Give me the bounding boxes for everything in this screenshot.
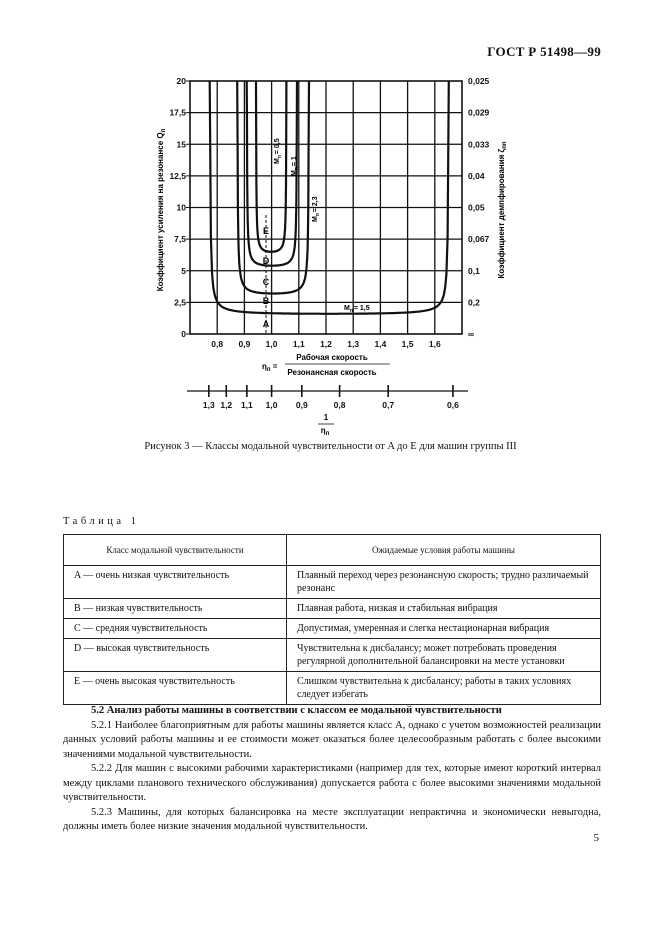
svg-text:1: 1: [323, 413, 329, 422]
document-id: ГОСТ Р 51498—99: [487, 44, 601, 59]
inverse-tick-label: 1,2: [220, 400, 233, 410]
inverse-tick-label: 1,0: [265, 400, 278, 410]
table-header: Класс модальной чувствительности: [64, 535, 287, 566]
x-tick-label: 1,5: [401, 339, 414, 349]
y2-tick-label: 0,2: [468, 297, 480, 308]
chart-curves: [210, 81, 449, 314]
zone-letter-a: A: [262, 319, 270, 329]
table-cell: B — низкая чувствительность: [64, 599, 287, 619]
y-tick-label: 5: [181, 265, 186, 276]
inverse-tick-label: 0,9: [295, 400, 308, 410]
table-row: [64, 639, 601, 672]
inverse-tick-label: 0,6: [447, 400, 459, 410]
y2-tick-label: 0,1: [468, 265, 480, 276]
section-5-2: [63, 704, 601, 835]
table-cell: Чувствительна к дисбалансу; может потребовать проведения регулярной дополнительной балансировки на месте установки: [287, 639, 601, 672]
table-row: [64, 619, 601, 639]
zone-letter-b: B: [262, 296, 270, 306]
svg-text:Рабочая скорость: Рабочая скорость: [296, 353, 368, 362]
chart-grid: [186, 81, 462, 334]
page-number: 5: [593, 832, 599, 844]
right-axis-label: Коэффициент демпфирования $\zeta_{пп}$: [497, 141, 508, 279]
curve-label-m23: $M_п= 2,3$: [312, 196, 321, 222]
y-tick-label: 10: [176, 202, 186, 213]
table-label: Таблица 1: [63, 516, 140, 527]
inverse-tick-label: 0,7: [382, 400, 395, 410]
section-heading: 5.2 Анализ работы машины в соответствии с классом ее модальной чувствительности: [91, 705, 502, 716]
x-tick-label: 0,8: [211, 339, 224, 349]
y-tick-label: 15: [176, 139, 186, 150]
x-tick-label: 1,0: [265, 339, 278, 349]
zone-letter-e: E: [262, 226, 270, 236]
table-row: [64, 599, 601, 619]
y2-tick-label: 0,025: [468, 76, 490, 86]
y2-tick-label: 0,067: [468, 234, 490, 245]
zone-letter-c: C: [262, 277, 270, 287]
x-tick-label: 1,1: [292, 339, 305, 349]
figure-caption: Рисунок 3 — Классы модальной чувствительности от A до E для машин группы III: [144, 441, 517, 452]
y-tick-label: 7,5: [174, 234, 186, 245]
table-cell: E — очень высокая чувствительность: [64, 672, 287, 705]
x-axis-formula: [262, 353, 390, 377]
x-tick-label: 0,9: [238, 339, 251, 349]
inverse-scale-formula: [318, 413, 334, 437]
zone-letter-d: D: [262, 256, 270, 266]
y-tick-label: 12,5: [169, 170, 186, 181]
table-row: [64, 566, 601, 599]
x-tick-label: 1,3: [347, 339, 360, 349]
table-cell: Плавная работа, низкая и стабильная вибрация: [287, 599, 601, 619]
y2-tick-label: 0,04: [468, 170, 485, 181]
table-cell: C — средняя чувствительность: [64, 619, 287, 639]
table-cell: A — очень низкая чувствительность: [64, 566, 287, 599]
x-tick-label: 1,2: [320, 339, 332, 349]
x-tick-label: 1,6: [428, 339, 441, 349]
inverse-tick-label: 1,3: [202, 400, 215, 410]
y2-tick-label: 0,029: [468, 107, 490, 118]
inverse-tick-label: 1,1: [240, 400, 253, 410]
y-tick-label: 2,5: [174, 297, 186, 308]
paragraph: 5.2.2 Для машин с высокими рабочими характеристиками (например для тех, которые имеют короткий интервал между циклами планового технического обслуживания) допускается работа с более высокими значениями модальной чувствительности.: [63, 763, 601, 803]
inverse-tick-label: 0,8: [333, 400, 346, 410]
y-tick-label: 17,5: [169, 107, 186, 118]
y2-tick-label: 0,05: [468, 202, 485, 213]
paragraph: 5.2.1 Наиболее благоприятным для работы машины является класс A, однако с учетом возможностей реализации данных условий работы машины и ее стоимости может оказаться более целесообразным работать с более высокими значениями модальной чувствительности.: [63, 719, 601, 760]
left-axis-label: Коэффициент усиления на резонансе $Q_п$: [156, 128, 167, 292]
table-header-row: [64, 535, 601, 566]
curve-label-m1: $M_п= 1$: [291, 156, 300, 176]
y-tick-label: 0: [181, 329, 186, 339]
y2-tick-label: ∞: [468, 329, 475, 339]
y2-tick-label: 0,033: [468, 139, 490, 150]
x-tick-label: 1,4: [374, 339, 387, 349]
table-cell: Плавный переход через резонансную скорость; трудно различаемый резонанс: [287, 566, 601, 599]
table-cell: Слишком чувствительна к дисбалансу; работы в таких условиях следует избегать: [287, 672, 601, 705]
svg-text:ηп =: $\eta_п$ =: [262, 362, 278, 373]
curve-label-m05: $M_п= 0,5$: [274, 138, 283, 164]
modal-sensitivity-chart: [0, 0, 661, 440]
curve-4: [210, 81, 449, 314]
svg-text:ηп: $\eta_п$: [320, 426, 330, 437]
curve-label-m15: $M_п= 1,5$: [344, 305, 370, 314]
svg-text:Резонансная скорость: Резонансная скорость: [287, 368, 377, 377]
table-row: [64, 672, 601, 705]
table-cell: Допустимая, умеренная и слегка нестационарная вибрация: [287, 619, 601, 639]
table-header: Ожидаемые условия работы машины: [287, 535, 601, 566]
y-tick-label: 20: [176, 76, 186, 86]
sensitivity-table: [63, 534, 601, 705]
paragraph: 5.2.3 Машины, для которых балансировка на месте эксплуатации непрактична и экономически невыгодна, должны иметь более низкие значения модальной чувствительности.: [63, 806, 601, 832]
table-cell: D — высокая чувствительность: [64, 639, 287, 672]
inverse-scale-ticks: [203, 385, 459, 410]
